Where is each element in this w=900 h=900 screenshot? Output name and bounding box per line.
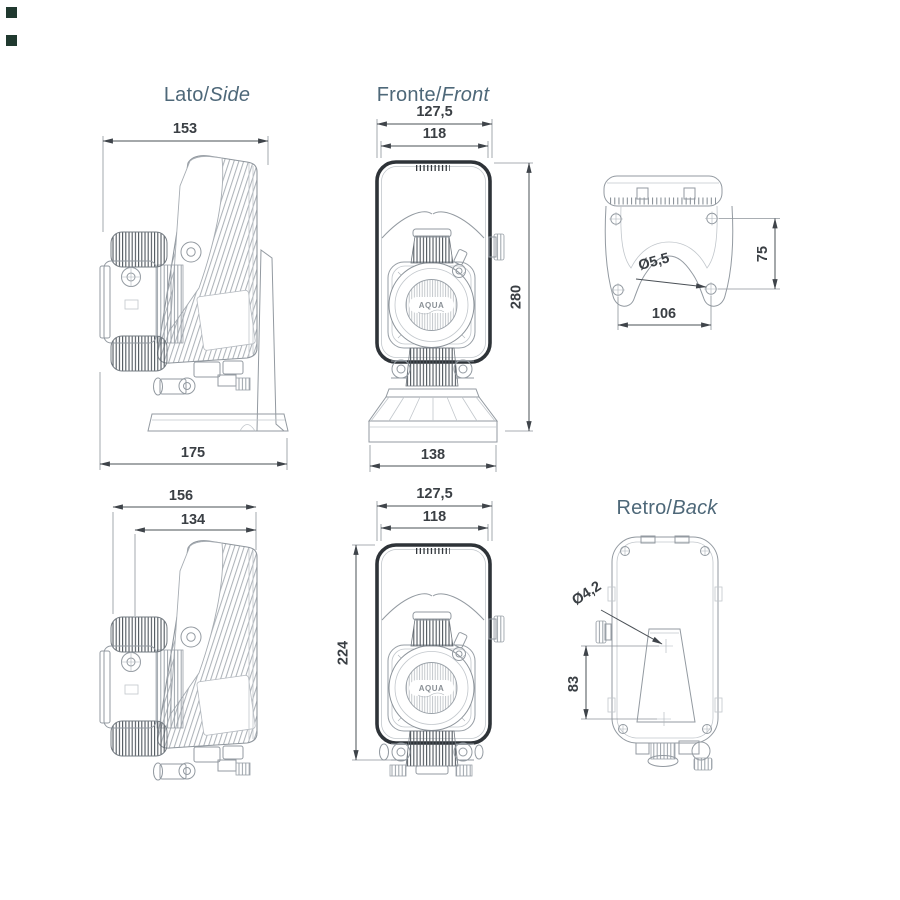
dim-front-overall-width: 127,5 xyxy=(416,104,453,120)
dim-front-base-width: 138 xyxy=(420,447,446,463)
view-title-back-en: Back xyxy=(672,497,718,519)
pump-enclosure-back xyxy=(612,537,718,743)
dim-bracket-hole-height: 75 xyxy=(755,245,771,263)
dim-side-base-width: 175 xyxy=(180,445,206,461)
dim-side-top-width: 153 xyxy=(172,121,198,137)
view-wall-bracket xyxy=(604,176,780,330)
view-title-side-en: Side xyxy=(209,84,251,106)
dim-sidewall-overall-depth: 156 xyxy=(168,488,194,504)
valve-knob-top xyxy=(111,232,167,267)
dim-frontwall-overall-width: 127,5 xyxy=(416,486,453,502)
dim-frontwall-height: 224 xyxy=(335,640,352,666)
view-side-floor xyxy=(100,121,288,470)
brand-logo: AQUA xyxy=(418,684,445,693)
view-title-front-en: Front xyxy=(441,84,490,106)
dim-back-hole-diameter: Ø4,2 xyxy=(569,578,605,609)
dim-back-hole-spacing: 83 xyxy=(566,675,582,693)
valve-knob-top xyxy=(111,617,167,652)
dim-front-height: 280 xyxy=(508,284,525,310)
brand-logo: AQUA xyxy=(418,301,445,310)
view-front-floor xyxy=(369,104,533,472)
valve-knob-bottom xyxy=(111,721,167,756)
view-back xyxy=(566,536,722,770)
valve-knob-bottom xyxy=(111,336,167,371)
view-side-wall xyxy=(100,488,257,780)
side-knob xyxy=(494,616,504,642)
cable-gland-right xyxy=(694,758,712,770)
dim-bracket-hole-diameter: Ø5,5 xyxy=(636,250,672,274)
dim-front-body-width: 118 xyxy=(422,126,447,142)
view-title-back-it: Retro/ xyxy=(616,497,673,519)
view-title-side-it: Lato/ xyxy=(163,84,210,106)
dim-sidewall-body-depth: 134 xyxy=(180,512,206,528)
view-front-wall xyxy=(336,486,505,776)
view-title-front-it: Fronte/ xyxy=(376,84,442,106)
side-knob xyxy=(494,234,504,260)
dim-bracket-hole-width: 106 xyxy=(651,306,677,322)
dim-frontwall-body-width: 118 xyxy=(422,509,447,525)
